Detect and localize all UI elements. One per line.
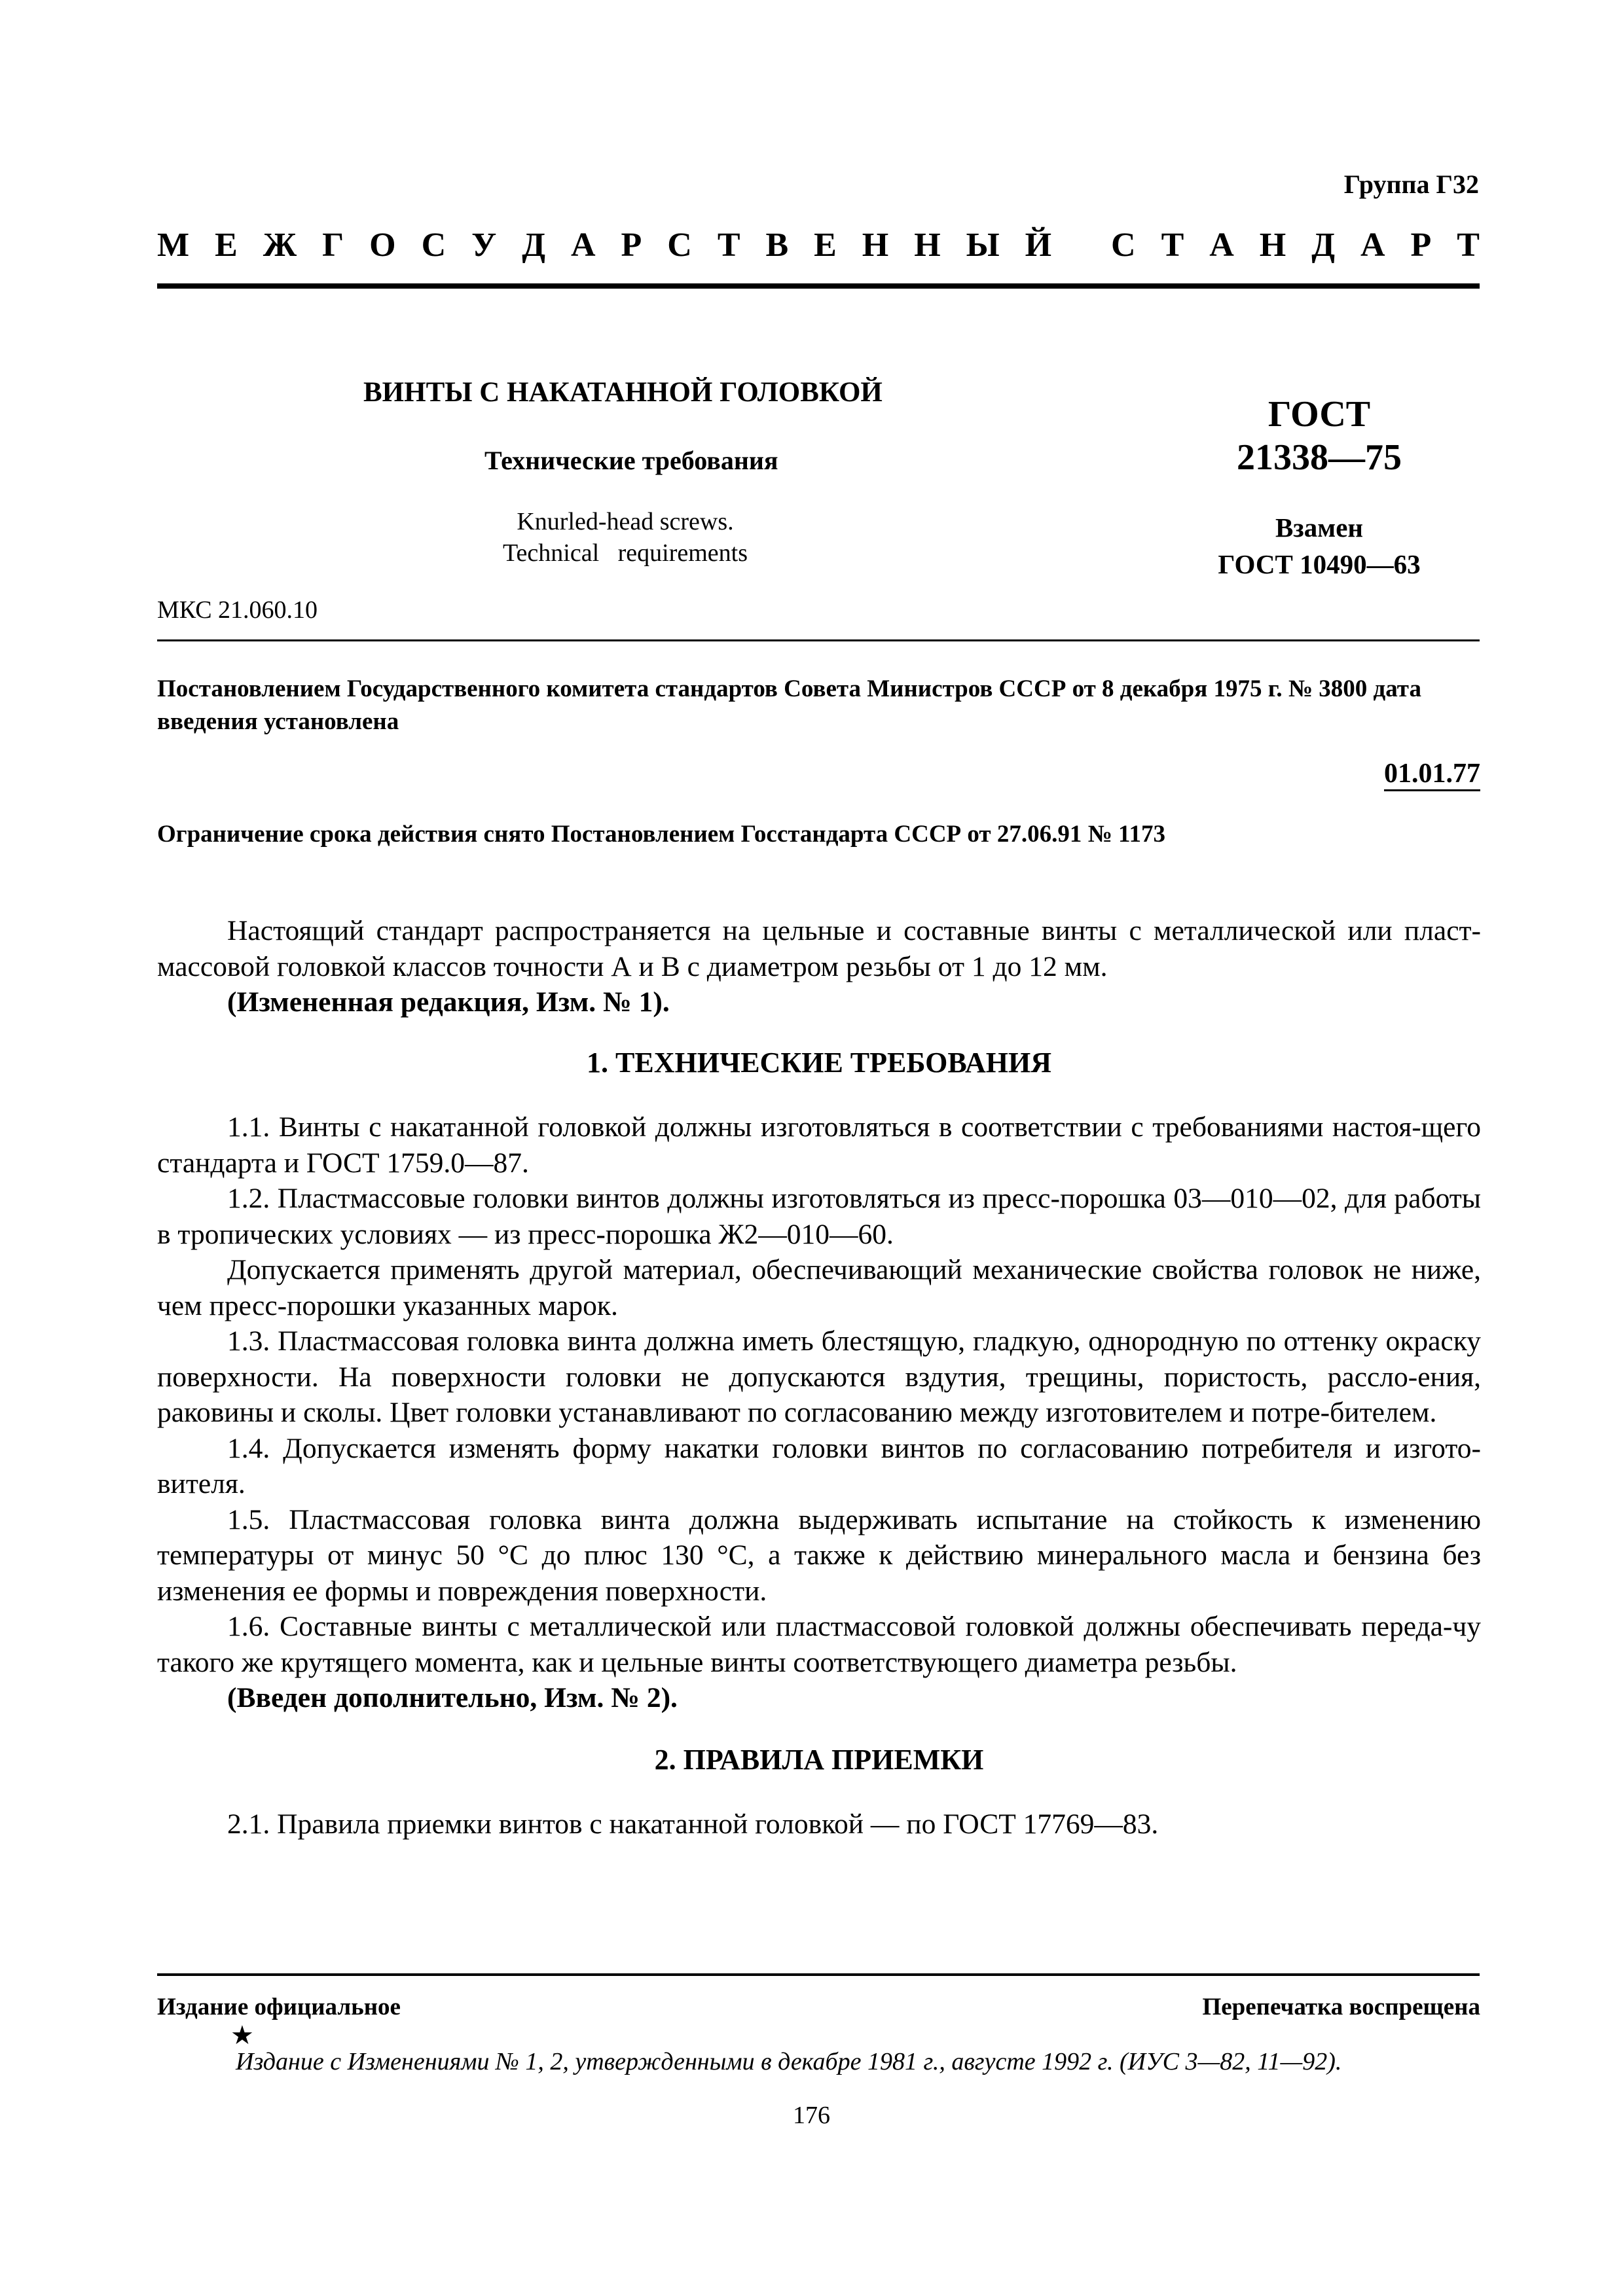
document-body bbox=[157, 913, 1481, 1842]
english-title-line1: Knurled-head screws. bbox=[517, 508, 734, 535]
replace-label: Взамен bbox=[1275, 512, 1364, 543]
edition-note: Издание с Изменениями № 1, 2, утвержденными в декабре 1981 г., августе 1992 г. (ИУС 3—82, 11—92). bbox=[236, 2048, 1342, 2075]
banner-letter: М bbox=[157, 226, 190, 264]
star-icon: ★ bbox=[230, 2020, 254, 2050]
banner-letter: Р bbox=[1410, 226, 1432, 264]
section-2-heading: 2. ПРАВИЛА ПРИЕМКИ bbox=[654, 1743, 984, 1776]
banner-letter: У bbox=[471, 226, 497, 264]
banner-letter: Й bbox=[1025, 226, 1052, 264]
banner-letter: Г bbox=[322, 226, 344, 264]
banner-letter: А bbox=[571, 226, 596, 264]
english-title-line2: Technical requirements bbox=[502, 539, 748, 567]
clause-1-3: 1.3. Пластмассовая головка винта должна иметь блестящую, гладкую, однородную по оттенку окраску поверхности. На поверхности головки не допускаются вздутия, трещины, пористость, рассло-ения, раковины и сколы. Цвет головки устанавливают по согласованию между изготовителем и потре-бителем. bbox=[157, 1325, 1481, 1428]
document-title: ВИНТЫ С НАКАТАННОЙ ГОЛОВКОЙ bbox=[363, 377, 883, 408]
group-code: Группа Г32 bbox=[1343, 170, 1479, 199]
replaces-block bbox=[1205, 509, 1434, 583]
gost-label: ГОСТ bbox=[1267, 394, 1371, 435]
banner-letter: Т bbox=[717, 226, 740, 264]
banner-letter: О bbox=[369, 226, 396, 264]
banner-letter: Е bbox=[215, 226, 238, 264]
introduction-date: 01.01.77 bbox=[1384, 758, 1480, 791]
banner-letter: Д bbox=[522, 226, 546, 264]
official-edition-label: Издание официальное bbox=[157, 1994, 401, 2020]
banner-letter: С bbox=[667, 226, 692, 264]
banner-letter: Н bbox=[914, 226, 941, 264]
banner-letter: Д bbox=[1311, 226, 1335, 264]
limitation-text: Ограничение срока действия снято Постановлением Госстандарта СССР от 27.06.91 № 1173 bbox=[157, 821, 1165, 848]
clause-1-5: 1.5. Пластмассовая головка винта должна выдерживать испытание на стойкость к изменению температуры от минус 50 °С до плюс 130 °С, а также к действию минерального масла и бензина без изменения ее формы и повреждения поверхности. bbox=[157, 1503, 1481, 1607]
replace-number: ГОСТ 10490—63 bbox=[1218, 549, 1421, 579]
title-rule bbox=[157, 639, 1480, 641]
decree-text: Постановлением Государственного комитета стандартов Совета Министров СССР от 8 декабря 1975 г. № 3800 дата введения установлена bbox=[157, 675, 1421, 735]
banner-letter: А bbox=[1360, 226, 1385, 264]
gost-designation bbox=[1211, 393, 1427, 479]
banner-letter: С bbox=[1111, 226, 1136, 264]
banner-letter: Ы bbox=[966, 226, 1000, 264]
banner-letter: Т bbox=[1161, 226, 1184, 264]
footer-rule bbox=[157, 1973, 1480, 1976]
banner-letter: А bbox=[1209, 226, 1234, 264]
clause-1-6-amendment-note: (Введен дополнительно, Изм. № 2). bbox=[227, 1682, 678, 1713]
intro-amendment-note: (Измененная редакция, Изм. № 1). bbox=[227, 986, 670, 1018]
clause-1-6: 1.6. Составные винты с металлической или пластмассовой головкой должны обеспечивать переда-чу такого же крутящего момента, как и цельные винты соответствующего диаметра резьбы. bbox=[157, 1611, 1481, 1678]
banner-letter: Ж bbox=[263, 226, 297, 264]
banner-word-gap bbox=[1077, 226, 1085, 264]
clause-2-1: 2.1. Правила приемки винтов с накатанной головкой — по ГОСТ 17769—83. bbox=[227, 1808, 1159, 1840]
gost-number: 21338—75 bbox=[1237, 437, 1402, 478]
intro-paragraph: Настоящий стандарт распространяется на цельные и составные винты с металлической или пласт-массовой головкой классов точности А и В с диаметром резьбы от 1 до 12 мм. bbox=[157, 915, 1481, 982]
banner-letter: Е bbox=[814, 226, 837, 264]
header-rule bbox=[157, 283, 1480, 289]
banner-letter: Т bbox=[1457, 226, 1480, 264]
clause-1-4: 1.4. Допускается изменять форму накатки головки винтов по согласованию потребителя и изгото-вителя. bbox=[157, 1432, 1481, 1499]
document-subtitle: Технические требования bbox=[484, 446, 778, 475]
clause-1-2-addendum: Допускается применять другой материал, обеспечивающий механические свойства головок не ниже, чем пресс-порошки указанных марок. bbox=[157, 1254, 1481, 1321]
clause-1-1: 1.1. Винты с накатанной головкой должны изготовляться в соответствии с требованиями настоя-щего стандарта и ГОСТ 1759.0—87. bbox=[157, 1111, 1481, 1179]
mks-code: МКС 21.060.10 bbox=[157, 596, 318, 624]
banner-letter: Р bbox=[621, 226, 642, 264]
banner-letter: Н bbox=[862, 226, 889, 264]
clause-1-2: 1.2. Пластмассовые головки винтов должны изготовляться из пресс-порошка 03—010—02, для работы в тропических условиях — из пресс-порошка Ж2—010—60. bbox=[157, 1183, 1481, 1250]
page-number: 176 bbox=[793, 2102, 830, 2129]
interstate-standard-banner bbox=[157, 226, 1480, 264]
banner-letter: В bbox=[765, 226, 789, 264]
section-1-heading: 1. ТЕХНИЧЕСКИЕ ТРЕБОВАНИЯ bbox=[587, 1046, 1051, 1079]
reprint-prohibited-label: Перепечатка воспрещена bbox=[1202, 1994, 1480, 2020]
english-title bbox=[471, 506, 779, 569]
banner-letter: С bbox=[421, 226, 447, 264]
banner-letter: Н bbox=[1259, 226, 1286, 264]
